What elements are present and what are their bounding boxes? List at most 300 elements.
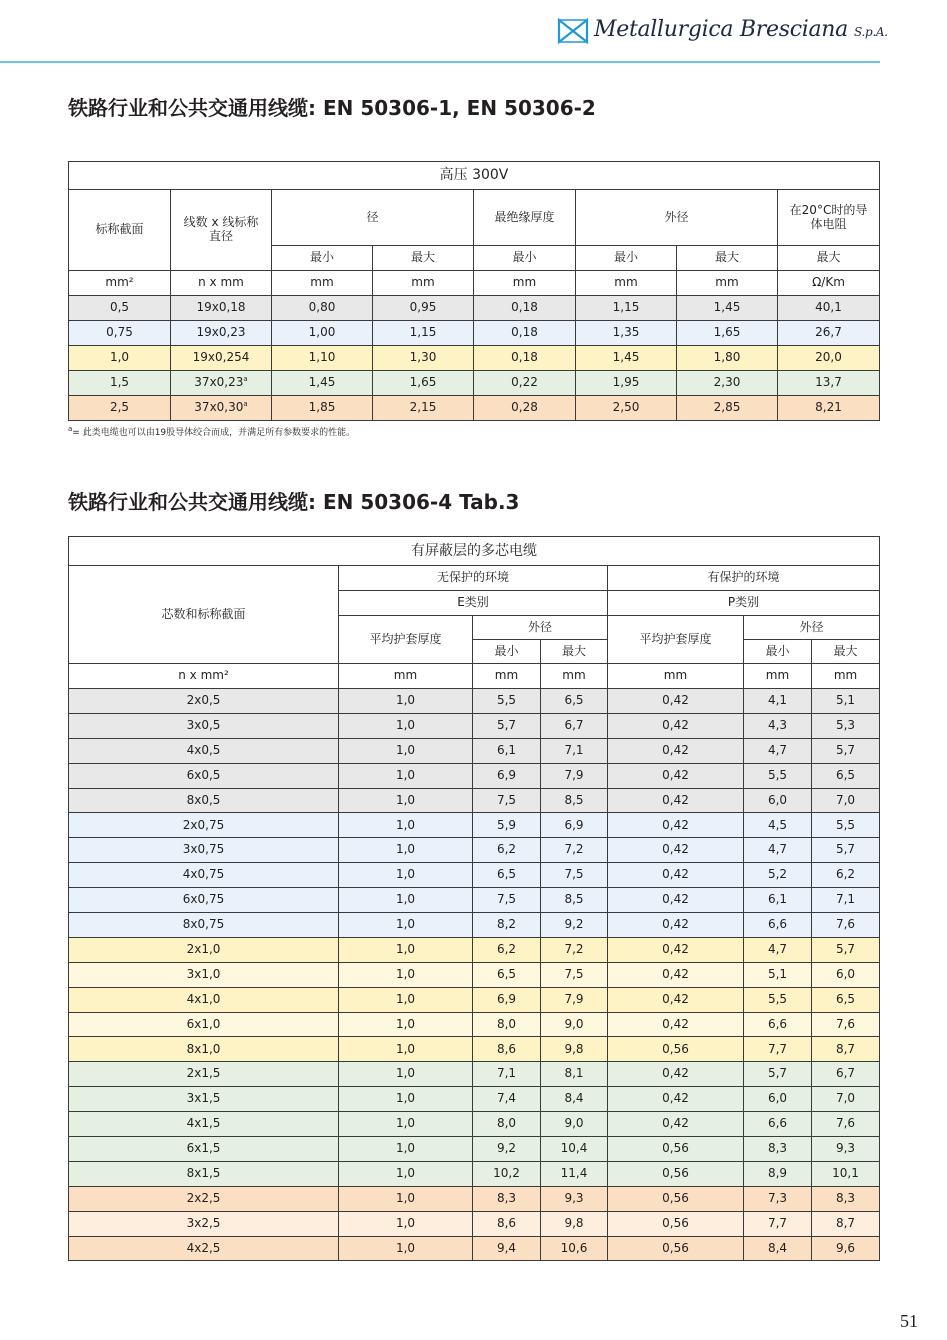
table-cell: [473, 937, 541, 962]
cell-value: 4x0,75: [182, 867, 225, 882]
cell-value: 8,6: [496, 1215, 517, 1230]
table-cell: [541, 713, 608, 738]
table-cell: [473, 888, 541, 913]
cell-value: 5,1: [835, 693, 856, 708]
table-cell: [541, 1186, 608, 1211]
header-max: 最大: [373, 246, 474, 271]
footnote-mark: a: [243, 400, 248, 409]
cell-value: 9,0: [564, 1016, 584, 1031]
cell-value: 4x1,0: [186, 991, 221, 1006]
table-cell: [339, 888, 473, 913]
table-cell: [473, 1211, 541, 1236]
table-cell: [812, 713, 880, 738]
cell-value: 9,8: [564, 1215, 584, 1230]
cell-value: 1,0: [395, 742, 416, 757]
cell-value: 9,0: [564, 1116, 584, 1131]
table-cell: [812, 888, 880, 913]
cell-value: 2x2,5: [186, 1190, 221, 1205]
cell-value: 6,0: [835, 966, 856, 981]
table-cell: [744, 1137, 812, 1162]
table-cell: [339, 937, 473, 962]
table-cell: [69, 689, 339, 714]
table-row: [69, 371, 880, 396]
cell-value: 5,5: [767, 991, 788, 1006]
cell-value: 0,75: [106, 325, 133, 340]
cell-value: 8,3: [767, 1141, 788, 1156]
table-cell: [744, 1012, 812, 1037]
cell-value: 2,30: [713, 375, 741, 390]
cell-value: 6x0,5: [186, 767, 221, 782]
cell-value: 0,42: [662, 717, 689, 732]
unit-cell: mm: [373, 271, 474, 296]
footnote-text: = 此类电缆也可以由19股导体绞合而成，并满足所有参数要求的性能。: [72, 428, 356, 438]
table-row: [69, 1161, 880, 1186]
unit-cell: mm: [744, 664, 812, 689]
table-cell: [576, 396, 677, 421]
cell-value: 6,9: [496, 767, 517, 782]
cell-value: 0,42: [662, 917, 689, 932]
cell-value: 1,45: [612, 350, 640, 365]
cell-value: 8,9: [767, 1165, 788, 1180]
table-cell: [474, 296, 576, 321]
cell-value: 8,2: [496, 917, 517, 932]
table-cell: [744, 713, 812, 738]
cell-value: 1,0: [395, 717, 416, 732]
table-cell: [473, 1112, 541, 1137]
cell-value: 1,45: [713, 300, 741, 315]
header-min: 最小: [474, 246, 576, 271]
brand-name: Metallurgica Bresciana: [594, 17, 848, 42]
cell-value: 6,5: [496, 966, 517, 981]
table-cell: [778, 321, 880, 346]
table-cell: [473, 1137, 541, 1162]
cell-value: 0,18: [511, 325, 538, 340]
table-row: [69, 813, 880, 838]
cell-value: 7,6: [835, 917, 856, 932]
header-wires-diameter: 线数 x 线标称直径: [171, 190, 272, 271]
table-cell: [69, 937, 339, 962]
table-cell: [812, 937, 880, 962]
cell-value: 1,0: [395, 1066, 416, 1081]
cell-value: 1,45: [308, 375, 336, 390]
footnote-mark: a: [243, 375, 248, 384]
table-row: [69, 788, 880, 813]
table-cell: [171, 346, 272, 371]
table-cell: [541, 937, 608, 962]
cell-value: 1,0: [395, 1165, 416, 1180]
table-cell: [608, 987, 744, 1012]
cell-value: 4,5: [767, 817, 788, 832]
header-min: 最小: [744, 640, 812, 664]
cell-value: 6,6: [767, 917, 788, 932]
table-cell: [608, 1236, 744, 1261]
unit-cell: mm: [541, 664, 608, 689]
table-cell: [744, 1211, 812, 1236]
cell-value: 1,0: [395, 767, 416, 782]
table-cell: [69, 788, 339, 813]
table-cell: [608, 1112, 744, 1137]
table-row: [69, 863, 880, 888]
table-cell: [744, 1161, 812, 1186]
table-cell: [339, 1112, 473, 1137]
header-outer-diameter: 外径: [744, 616, 880, 640]
cell-value: 11,4: [560, 1165, 588, 1180]
table-cell: [69, 813, 339, 838]
cell-value: 1,00: [308, 325, 336, 340]
cell-value: 7,3: [767, 1190, 788, 1205]
unit-cell: Ω/Km: [778, 271, 880, 296]
table1-caption: 高压 300V: [69, 162, 880, 190]
unit-cell: mm: [339, 664, 473, 689]
table-cell: [812, 1087, 880, 1112]
table-cell: [339, 1087, 473, 1112]
table-cell: [812, 1236, 880, 1261]
cell-value: 6,7: [564, 717, 584, 732]
cell-value: 5,7: [835, 941, 856, 956]
cell-value: 0,28: [511, 400, 538, 415]
table-cell: [608, 937, 744, 962]
table-cell: [677, 346, 778, 371]
cell-value: 4,7: [767, 941, 788, 956]
table-cell: [473, 987, 541, 1012]
table-cell: [473, 713, 541, 738]
cell-value: 3x1,0: [186, 966, 221, 981]
table-cell: [474, 396, 576, 421]
table-cell: [744, 1186, 812, 1211]
cell-value: 10,1: [832, 1165, 859, 1180]
table-cell: [541, 1211, 608, 1236]
unit-cell: mm²: [69, 271, 171, 296]
cell-value: 4,7: [767, 742, 788, 757]
table-cell: [69, 321, 171, 346]
cell-value: 1,30: [409, 350, 437, 365]
table-cell: [474, 371, 576, 396]
table-cell: [272, 321, 373, 346]
table-cell: [608, 1087, 744, 1112]
table-cell: [541, 763, 608, 788]
cell-value: 0,42: [662, 817, 689, 832]
table-row: [69, 1112, 880, 1137]
cell-value: 20,0: [815, 350, 842, 365]
cell-value: 0,42: [662, 1091, 689, 1106]
cell-value: 0,42: [662, 742, 689, 757]
table-cell: [69, 713, 339, 738]
cell-value: 10,6: [560, 1240, 588, 1255]
table-cell: [744, 689, 812, 714]
table-cell: [69, 396, 171, 421]
cell-value: 6,1: [767, 892, 788, 907]
table-cell: [171, 296, 272, 321]
unit-cell: mm: [272, 271, 373, 296]
cell-value: 4x0,5: [186, 742, 221, 757]
unit-cell: mm: [677, 271, 778, 296]
table-cell: [272, 296, 373, 321]
table-cell: [473, 1161, 541, 1186]
table-cell: [339, 763, 473, 788]
cell-value: 5,9: [496, 817, 517, 832]
table-cell: [339, 788, 473, 813]
cell-value: 1,0: [395, 693, 416, 708]
table-cell: [473, 1087, 541, 1112]
table-row: [69, 689, 880, 714]
table-cell: [69, 763, 339, 788]
cell-value: 7,4: [496, 1091, 517, 1106]
cell-value: 5,7: [767, 1066, 788, 1081]
cell-value: 8,3: [835, 1190, 856, 1205]
table-cell: [474, 346, 576, 371]
cell-value: 2,50: [612, 400, 640, 415]
cell-value: 7,5: [564, 966, 584, 981]
cell-value: 1,0: [395, 1091, 416, 1106]
table-cell: [541, 813, 608, 838]
cell-value: 8,0: [496, 1016, 517, 1031]
cell-value: 6,6: [767, 1016, 788, 1031]
cell-value: 1,85: [308, 400, 336, 415]
table-cell: [812, 763, 880, 788]
table-cell: [778, 296, 880, 321]
table-row: [69, 396, 880, 421]
table-row: [69, 987, 880, 1012]
table-cell: [812, 913, 880, 938]
header-category-e: E类别: [339, 591, 608, 616]
table-cell: [541, 888, 608, 913]
table-cell: [744, 987, 812, 1012]
table-cell: [272, 371, 373, 396]
table-cell: [473, 738, 541, 763]
cell-value: 10,2: [493, 1165, 520, 1180]
cell-value: 1,5: [109, 375, 130, 390]
table-cell: [744, 913, 812, 938]
table-cell: [541, 1087, 608, 1112]
table-cell: [608, 838, 744, 863]
table-cell: [541, 838, 608, 863]
table-cell: [541, 1012, 608, 1037]
table-row: [69, 1137, 880, 1162]
cell-value: 7,9: [564, 991, 584, 1006]
cell-value: 9,2: [564, 917, 584, 932]
table-cell: [473, 1062, 541, 1087]
table-cell: [541, 1236, 608, 1261]
cell-value: 2x1,5: [186, 1066, 221, 1081]
cell-value: 6x1,5: [186, 1141, 221, 1156]
cell-value: 6,9: [496, 991, 517, 1006]
cell-value: 1,0: [395, 792, 416, 807]
header-max: 最大: [541, 640, 608, 664]
cell-value: 5,7: [835, 842, 856, 857]
cell-value: 7,7: [767, 1041, 788, 1056]
table-cell: [744, 1112, 812, 1137]
table-en50306-4: [68, 536, 880, 1261]
table-cell: [69, 346, 171, 371]
cell-value: 1,0: [395, 842, 416, 857]
table-cell: [677, 296, 778, 321]
header-protected-env: 有保护的环境: [608, 566, 880, 591]
cell-value: 9,8: [564, 1041, 584, 1056]
table-row: [69, 1186, 880, 1211]
table-cell: [69, 1112, 339, 1137]
cell-value: 7,9: [564, 767, 584, 782]
cell-value: 1,0: [395, 892, 416, 907]
table-cell: [812, 1211, 880, 1236]
table-cell: [576, 321, 677, 346]
table-cell: [272, 346, 373, 371]
table-row: [69, 763, 880, 788]
cell-value: 9,3: [564, 1190, 584, 1205]
table-row: [69, 937, 880, 962]
table-cell: [339, 1012, 473, 1037]
cell-value: 8,3: [496, 1190, 517, 1205]
table-cell: [812, 1186, 880, 1211]
table-cell: [339, 738, 473, 763]
table-cell: [677, 396, 778, 421]
cell-value: 0,42: [662, 892, 689, 907]
table-cell: [541, 1137, 608, 1162]
table-row: [69, 296, 880, 321]
table-cell: [339, 1037, 473, 1062]
cell-value: 3x0,5: [186, 717, 221, 732]
cell-value: 6,0: [767, 792, 788, 807]
cell-value: 0,42: [662, 941, 689, 956]
table-cell: [339, 1161, 473, 1186]
table-cell: [812, 987, 880, 1012]
cell-value: 1,80: [713, 350, 741, 365]
table-cell: [812, 838, 880, 863]
cell-value: 8x0,75: [182, 917, 225, 932]
table-cell: [473, 689, 541, 714]
table-cell: [473, 1186, 541, 1211]
cell-value: 0,18: [511, 350, 538, 365]
cell-value: 1,35: [612, 325, 640, 340]
table-cell: [69, 1062, 339, 1087]
table-cell: [744, 1087, 812, 1112]
cell-value: 6,5: [496, 867, 517, 882]
table-cell: [373, 321, 474, 346]
table-cell: [69, 962, 339, 987]
cell-value: 6,1: [496, 742, 517, 757]
table-cell: [778, 396, 880, 421]
cell-value: 6,0: [767, 1091, 788, 1106]
cell-value: 7,6: [835, 1116, 856, 1131]
table-cell: [541, 1062, 608, 1087]
cell-value: 7,5: [496, 892, 517, 907]
table-cell: [339, 1211, 473, 1236]
cell-value: 9,4: [496, 1240, 517, 1255]
header-category-p: P类别: [608, 591, 880, 616]
cell-value: 7,2: [564, 941, 584, 956]
table-cell: [541, 1161, 608, 1186]
table-cell: [373, 346, 474, 371]
table-cell: [339, 689, 473, 714]
table-cell: [677, 371, 778, 396]
cell-value: 5,3: [835, 717, 856, 732]
cell-value: 7,6: [835, 1016, 856, 1031]
cell-value: 0,42: [662, 767, 689, 782]
table-cell: [812, 1062, 880, 1087]
table-cell: [608, 813, 744, 838]
table-cell: [608, 962, 744, 987]
footnote: [68, 425, 355, 438]
cell-value: 19x0,23: [196, 325, 246, 340]
table-cell: [473, 838, 541, 863]
cell-value: 2,5: [109, 400, 130, 415]
table-cell: [474, 321, 576, 346]
cell-value: 7,7: [767, 1215, 788, 1230]
cell-value: 2,15: [409, 400, 437, 415]
table-cell: [69, 1186, 339, 1211]
cell-value: 8,4: [564, 1091, 584, 1106]
table-cell: [744, 838, 812, 863]
table-cell: [473, 913, 541, 938]
cell-value: 8x1,0: [186, 1041, 221, 1056]
header-min: 最小: [473, 640, 541, 664]
cell-value: 0,95: [409, 300, 437, 315]
table-row: [69, 888, 880, 913]
table-cell: [744, 788, 812, 813]
cell-value: 8,6: [496, 1041, 517, 1056]
table-cell: [339, 863, 473, 888]
cell-value: 8,0: [496, 1116, 517, 1131]
table-cell: [677, 321, 778, 346]
cell-value: 1,0: [395, 991, 416, 1006]
cell-value: 4,7: [767, 842, 788, 857]
table-cell: [69, 987, 339, 1012]
table-row: [69, 1037, 880, 1062]
table-cell: [473, 863, 541, 888]
cell-value: 40,1: [815, 300, 842, 315]
unit-cell: mm: [474, 271, 576, 296]
cell-value: 37x0,30: [194, 400, 244, 415]
table-cell: [812, 1161, 880, 1186]
unit-cell: mm: [576, 271, 677, 296]
table-cell: [608, 1062, 744, 1087]
cell-value: 7,0: [835, 1091, 856, 1106]
table-cell: [339, 962, 473, 987]
table-cell: [473, 962, 541, 987]
cell-value: 5,5: [767, 767, 788, 782]
table-row: [69, 1012, 880, 1037]
unit-cell: n x mm: [171, 271, 272, 296]
cell-value: 0,56: [662, 1165, 689, 1180]
table-cell: [69, 888, 339, 913]
header-avg-sheath: 平均护套厚度: [608, 616, 744, 664]
header-min: 最小: [272, 246, 373, 271]
table-cell: [744, 1037, 812, 1062]
table-row: [69, 346, 880, 371]
table-cell: [473, 1236, 541, 1261]
page-number: 51: [900, 1311, 918, 1331]
cell-value: 8x0,5: [186, 792, 221, 807]
cell-value: 5,5: [835, 817, 856, 832]
header-resistance: 在20°C时的导体电阻: [778, 190, 880, 246]
cell-value: 19x0,18: [196, 300, 246, 315]
table-cell: [69, 863, 339, 888]
cell-value: 0,42: [662, 792, 689, 807]
cell-value: 6,7: [835, 1066, 856, 1081]
cell-value: 2x1,0: [186, 941, 221, 956]
header-max: 最大: [778, 246, 880, 271]
table-cell: [373, 396, 474, 421]
unit-cell: mm: [608, 664, 744, 689]
cell-value: 1,0: [395, 1141, 416, 1156]
table-cell: [608, 1037, 744, 1062]
cell-value: 7,0: [835, 792, 856, 807]
table-cell: [473, 788, 541, 813]
table-row: [69, 913, 880, 938]
table-cell: [608, 1186, 744, 1211]
table-cell: [171, 371, 272, 396]
cell-value: 4x1,5: [186, 1116, 221, 1131]
cell-value: 7,5: [564, 867, 584, 882]
